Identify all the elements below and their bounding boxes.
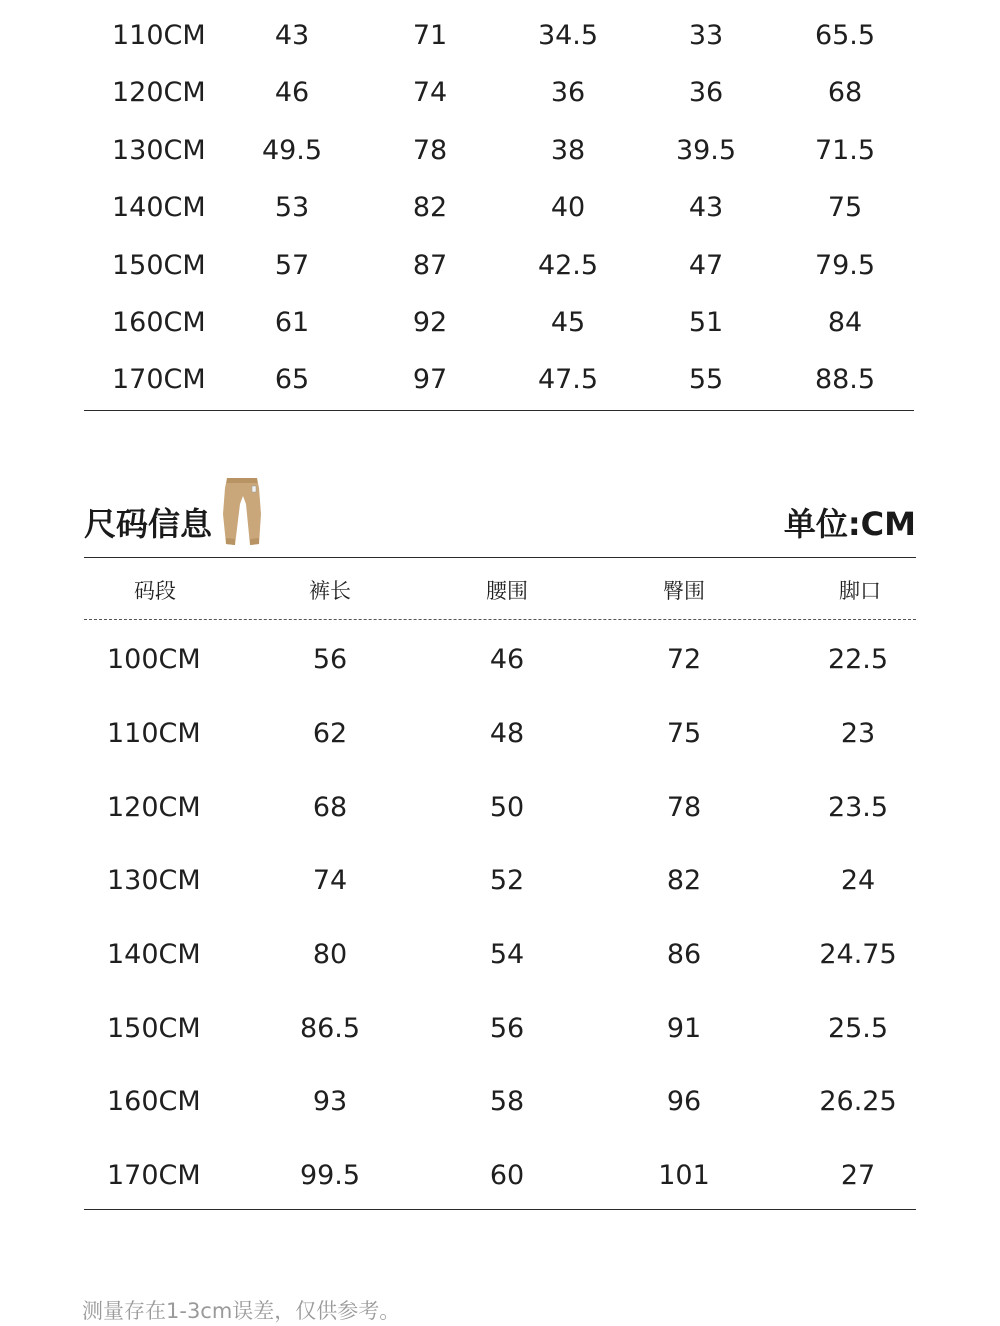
measurement-note: 测量存在1-3cm误差，仅供参考。 xyxy=(82,1299,401,1323)
table-row xyxy=(0,73,1000,113)
size-cell: 150CM xyxy=(107,1013,201,1044)
value-cell: 43 xyxy=(688,192,724,223)
hip-cell: 86 xyxy=(666,939,702,970)
value-cell: 34.5 xyxy=(537,20,599,51)
value-cell: 38 xyxy=(550,135,586,166)
table-row xyxy=(0,935,1000,975)
value-cell: 65.5 xyxy=(814,20,876,51)
hip-cell: 82 xyxy=(666,865,702,896)
value-cell: 40 xyxy=(550,192,586,223)
header-divider xyxy=(84,619,916,620)
table-row xyxy=(0,1156,1000,1196)
hip-cell: 96 xyxy=(666,1086,702,1117)
waist-cell: 54 xyxy=(489,939,525,970)
size-cell: 120CM xyxy=(107,792,201,823)
length-cell: 86.5 xyxy=(299,1013,361,1044)
table-row xyxy=(0,188,1000,228)
value-cell: 47.5 xyxy=(537,364,599,395)
value-cell: 68 xyxy=(827,77,863,108)
column-header: 脚口 xyxy=(839,579,881,603)
value-cell: 92 xyxy=(412,307,448,338)
table-row xyxy=(0,1082,1000,1122)
value-cell: 49.5 xyxy=(261,135,323,166)
hem-cell: 27 xyxy=(840,1160,876,1191)
table-row xyxy=(0,640,1000,680)
waist-cell: 52 xyxy=(489,865,525,896)
value-cell: 36 xyxy=(688,77,724,108)
unit-label: 单位:CM xyxy=(783,505,916,543)
hem-cell: 25.5 xyxy=(827,1013,889,1044)
waist-cell: 56 xyxy=(489,1013,525,1044)
column-header: 臀围 xyxy=(663,579,705,603)
value-cell: 55 xyxy=(688,364,724,395)
table-bottom-rule xyxy=(84,1209,916,1210)
length-cell: 62 xyxy=(312,718,348,749)
size-cell: 170CM xyxy=(107,1160,201,1191)
size-cell: 120CM xyxy=(112,77,206,108)
table-row xyxy=(0,360,1000,400)
pants-icon xyxy=(218,474,266,550)
hem-cell: 23.5 xyxy=(827,792,889,823)
column-header: 码段 xyxy=(134,579,176,603)
table-row xyxy=(0,861,1000,901)
length-cell: 80 xyxy=(312,939,348,970)
value-cell: 65 xyxy=(274,364,310,395)
value-cell: 61 xyxy=(274,307,310,338)
table-row xyxy=(0,303,1000,343)
table-bottom-rule xyxy=(84,410,914,411)
size-cell: 160CM xyxy=(107,1086,201,1117)
length-cell: 99.5 xyxy=(299,1160,361,1191)
hip-cell: 72 xyxy=(666,644,702,675)
size-cell: 150CM xyxy=(112,250,206,281)
value-cell: 78 xyxy=(412,135,448,166)
value-cell: 57 xyxy=(274,250,310,281)
value-cell: 36 xyxy=(550,77,586,108)
waist-cell: 48 xyxy=(489,718,525,749)
value-cell: 87 xyxy=(412,250,448,281)
value-cell: 42.5 xyxy=(537,250,599,281)
size-cell: 160CM xyxy=(112,307,206,338)
size-cell: 130CM xyxy=(112,135,206,166)
value-cell: 75 xyxy=(827,192,863,223)
waist-cell: 46 xyxy=(489,644,525,675)
size-cell: 110CM xyxy=(112,20,206,51)
value-cell: 88.5 xyxy=(814,364,876,395)
table-row xyxy=(0,246,1000,286)
value-cell: 74 xyxy=(412,77,448,108)
table-row xyxy=(0,131,1000,171)
value-cell: 82 xyxy=(412,192,448,223)
value-cell: 33 xyxy=(688,20,724,51)
value-cell: 71 xyxy=(412,20,448,51)
value-cell: 84 xyxy=(827,307,863,338)
value-cell: 43 xyxy=(274,20,310,51)
size-cell: 140CM xyxy=(112,192,206,223)
size-cell: 140CM xyxy=(107,939,201,970)
hem-cell: 23 xyxy=(840,718,876,749)
hem-cell: 22.5 xyxy=(827,644,889,675)
size-cell: 100CM xyxy=(107,644,201,675)
table-row xyxy=(0,16,1000,56)
value-cell: 71.5 xyxy=(814,135,876,166)
header-top-rule xyxy=(84,557,916,558)
size-cell: 130CM xyxy=(107,865,201,896)
hip-cell: 91 xyxy=(666,1013,702,1044)
size-cell: 110CM xyxy=(107,718,201,749)
hip-cell: 75 xyxy=(666,718,702,749)
hip-cell: 101 xyxy=(658,1160,710,1191)
column-header: 腰围 xyxy=(486,579,528,603)
value-cell: 46 xyxy=(274,77,310,108)
waist-cell: 58 xyxy=(489,1086,525,1117)
value-cell: 79.5 xyxy=(814,250,876,281)
waist-cell: 50 xyxy=(489,792,525,823)
hem-cell: 26.25 xyxy=(819,1086,897,1117)
table-row xyxy=(0,714,1000,754)
value-cell: 45 xyxy=(550,307,586,338)
hip-cell: 78 xyxy=(666,792,702,823)
section-title: 尺码信息 xyxy=(84,505,213,543)
value-cell: 51 xyxy=(688,307,724,338)
value-cell: 97 xyxy=(412,364,448,395)
hem-cell: 24.75 xyxy=(819,939,897,970)
length-cell: 74 xyxy=(312,865,348,896)
waist-cell: 60 xyxy=(489,1160,525,1191)
table-row xyxy=(0,1009,1000,1049)
length-cell: 56 xyxy=(312,644,348,675)
value-cell: 53 xyxy=(274,192,310,223)
column-header: 裤长 xyxy=(309,579,351,603)
value-cell: 39.5 xyxy=(675,135,737,166)
size-cell: 170CM xyxy=(112,364,206,395)
value-cell: 47 xyxy=(688,250,724,281)
table-row xyxy=(0,788,1000,828)
length-cell: 93 xyxy=(312,1086,348,1117)
length-cell: 68 xyxy=(312,792,348,823)
hem-cell: 24 xyxy=(840,865,876,896)
